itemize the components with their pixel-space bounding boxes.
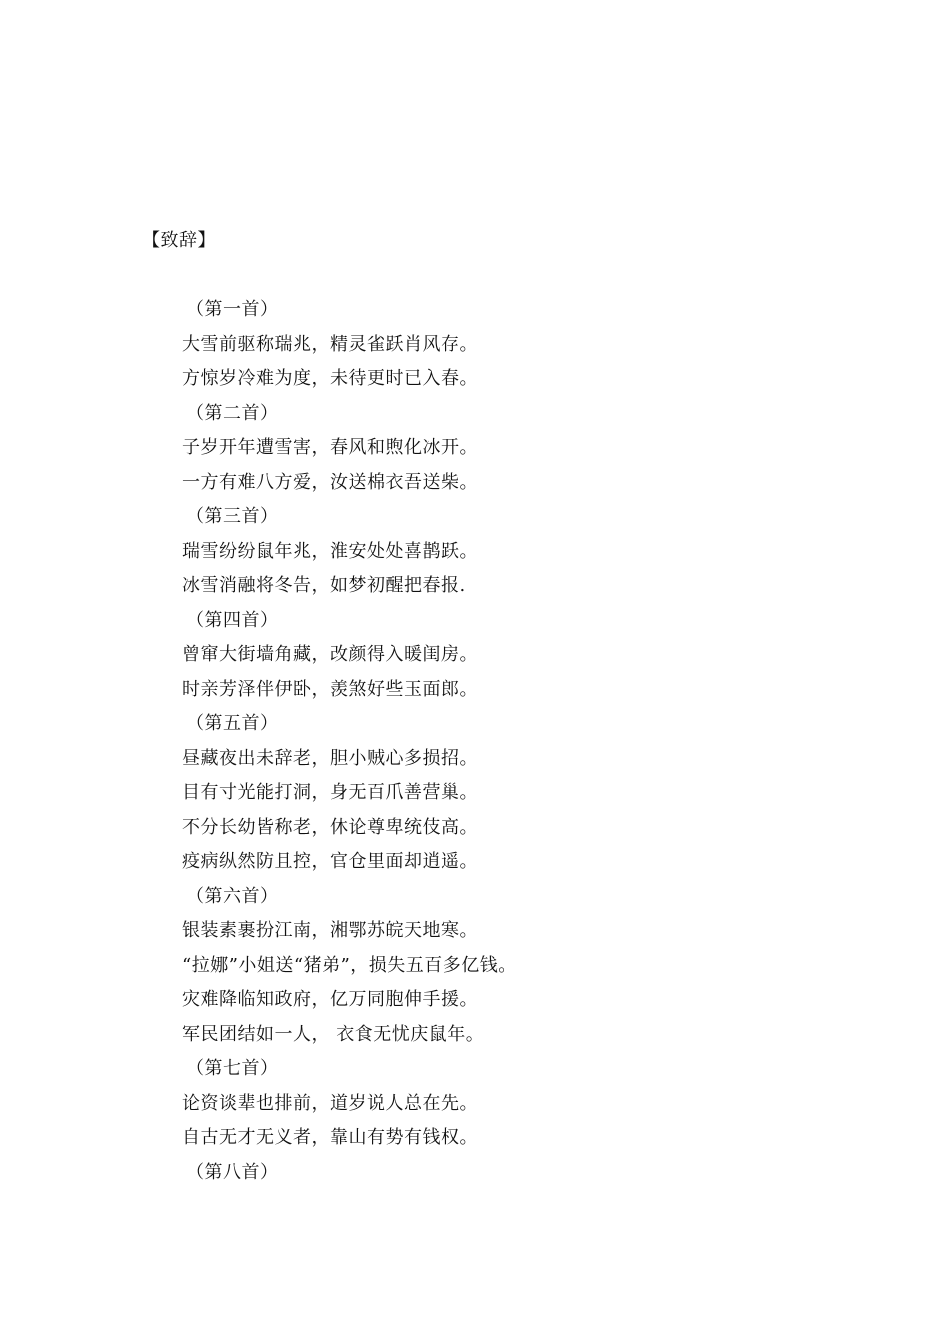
poem-line: 子岁开年遭雪害，春风和煦化冰开。 <box>182 437 478 458</box>
poem-line: 曾窜大街墙角藏，改颜得入暖闺房。 <box>182 644 478 665</box>
poem-line: 论资谈辈也排前，道岁说人总在先。 <box>182 1092 478 1114</box>
poem-line: 自古无才无义者，靠山有势有钱权。 <box>182 1127 478 1148</box>
poem-title: （第六首） <box>186 885 279 907</box>
poem-title: （第二首） <box>186 402 279 424</box>
poem-line: 银装素裹扮江南，湘鄂苏皖天地寒。 <box>182 920 478 941</box>
poem-list <box>182 293 882 1190</box>
poem-line: 瑞雪纷纷鼠年兆，淮安处处喜鹊跃。 <box>182 540 478 562</box>
poem-line: 目有寸光能打洞，身无百爪善营巢。 <box>182 782 478 803</box>
poem-title: （第五首） <box>186 713 279 734</box>
poem-line: “拉娜”小姐送“猪弟”，损失五百多亿钱。 <box>182 954 517 976</box>
poem-title: （第八首） <box>186 1161 279 1183</box>
poem-line: 不分长幼皆称老，休论尊卑统伎高。 <box>182 816 478 838</box>
poem-line: 一方有难八方爱，汝送棉衣吾送柴。 <box>182 471 478 493</box>
poem-title: （第四首） <box>186 609 279 631</box>
poem-line: 方惊岁冷难为度，未待更时已入春。 <box>182 368 478 389</box>
poem-title: （第一首） <box>186 299 279 320</box>
poem-line: 冰雪消融将冬告，如梦初醒把春报. <box>182 575 466 596</box>
poem-line: 灾难降临知政府，亿万同胞伸手援。 <box>182 989 478 1010</box>
poem-line: 昼藏夜出未辞老，胆小贼心多损招。 <box>182 747 478 769</box>
poem-line: 军民团结如一人， 衣食无忧庆鼠年。 <box>182 1023 485 1045</box>
poem-line: 时亲芳泽伴伊卧，羡煞好些玉面郎。 <box>182 678 478 700</box>
poem-line: 大雪前驱称瑞兆，精灵雀跃肖风存。 <box>182 333 478 355</box>
poem-line: 疫病纵然防且控，官仓里面却逍遥。 <box>182 851 478 872</box>
poem-title: （第七首） <box>186 1058 279 1079</box>
poem-title: （第三首） <box>186 506 279 527</box>
section-heading: 【致辞】 <box>142 230 216 251</box>
